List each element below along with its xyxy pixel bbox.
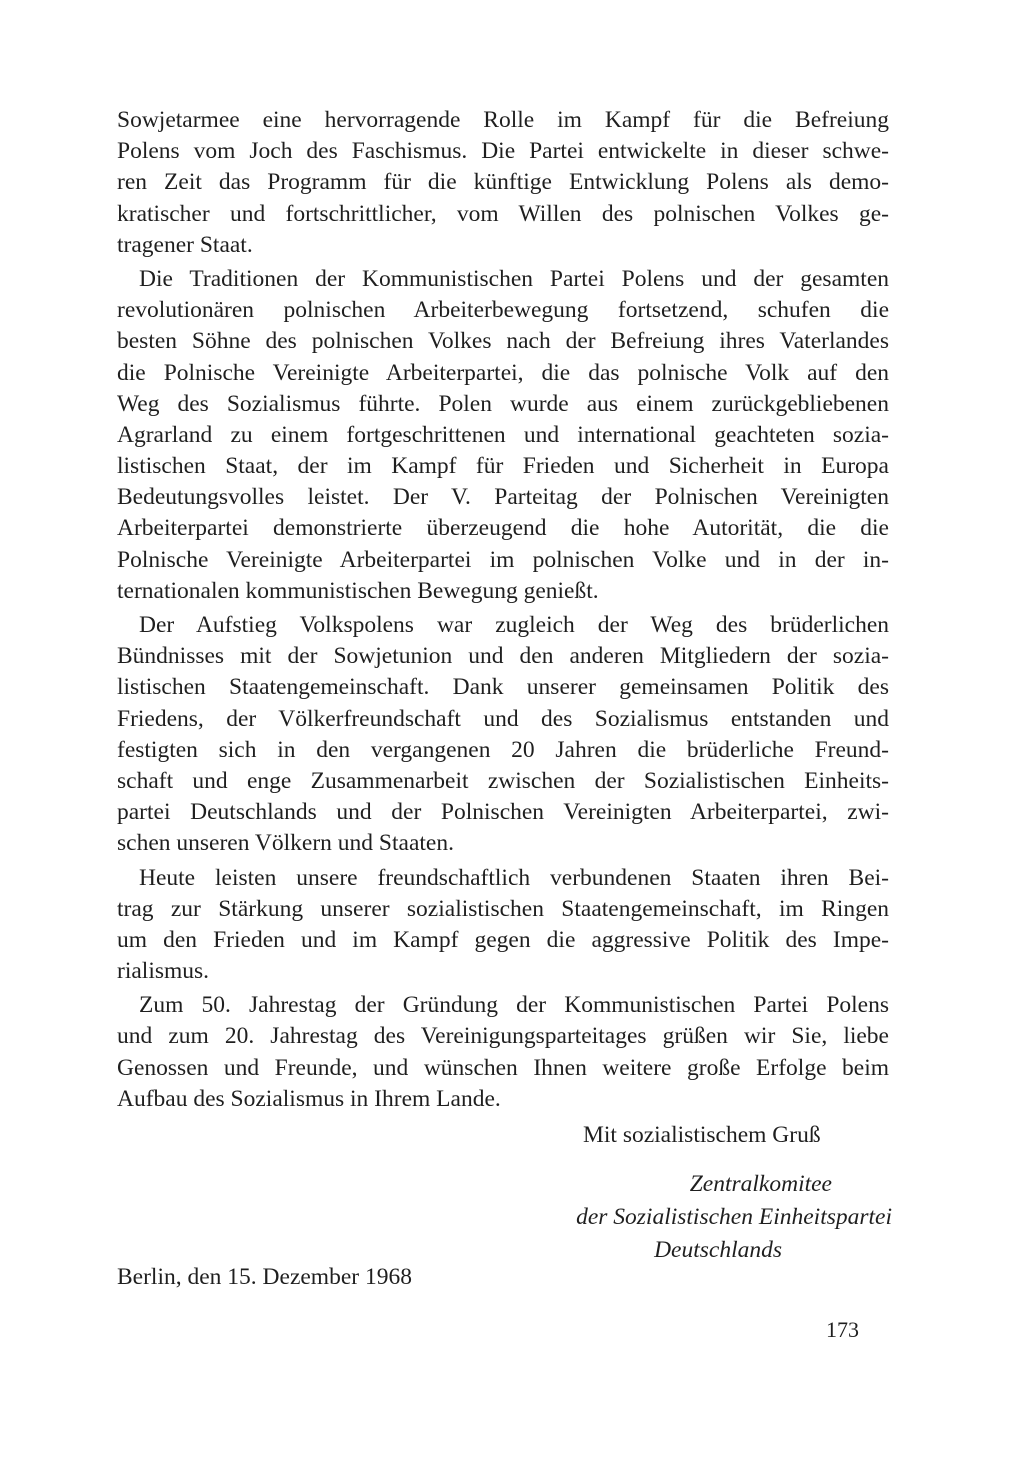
text-line: besten Söhne des polnischen Volkes nach der Befreiung ihres Vaterlandes <box>117 328 889 355</box>
text-line: um den Frieden und im Kampf gegen die aggressive Politik des Impe- <box>117 926 889 953</box>
signature-line: Deutschlands <box>654 1237 782 1263</box>
text-line: Aufbau des Sozialismus in Ihrem Lande. <box>117 1085 501 1112</box>
paragraph <box>117 863 889 988</box>
signature-block <box>520 1168 892 1267</box>
text-line: Die Traditionen der Kommunistischen Partei Polens und der gesamten <box>139 265 889 292</box>
signature-line: Zentralkomitee <box>689 1171 832 1197</box>
page-number: 173 <box>826 1317 859 1342</box>
text-line: Agrarland zu einem fortgeschrittenen und international geachteten sozia- <box>117 421 889 448</box>
text-line: rialismus. <box>117 958 210 985</box>
text-line: Sowjetarmee eine hervorragende Rolle im Kampf für die Befreiung <box>117 107 889 133</box>
text-line: ternationalen kommunistischen Bewegung genießt. <box>117 577 599 604</box>
text-line: trag zur Stärkung unserer sozialistischen Staatengemeinschaft, im Ringen <box>117 895 889 922</box>
text-line: und zum 20. Jahrestag des Vereinigungsparteitages grüßen wir Sie, liebe <box>117 1023 889 1050</box>
text-line: die Polnische Vereinigte Arbeiterpartei, die das polnische Volk auf den <box>117 359 889 386</box>
text-line: Heute leisten unsere freundschaftlich verbundenen Staaten ihren Bei- <box>139 864 889 891</box>
text-line: listischen Staat, der im Kampf für Frieden und Sicherheit in Europa <box>117 453 889 480</box>
text-line: revolutionären polnischen Arbeiterbewegung fortsetzend, schufen die <box>117 297 889 324</box>
paragraph <box>117 105 889 261</box>
text-line: Genossen und Freunde, und wünschen Ihnen weitere große Erfolge beim <box>117 1054 889 1081</box>
text-line: Bündnisses mit der Sowjetunion und den anderen Mitgliedern der sozia- <box>117 643 889 670</box>
text-line: Weg des Sozialismus führte. Polen wurde aus einem zurückgebliebenen <box>117 390 889 417</box>
text-line: Polens vom Joch des Faschismus. Die Partei entwickelte in dieser schwe- <box>117 138 889 165</box>
paragraph <box>117 610 889 860</box>
text-line: tragener Staat. <box>117 231 253 258</box>
text-line: Friedens, der Völkerfreundschaft und des Sozialismus entstanden und <box>117 705 889 732</box>
letter-body <box>117 105 889 1115</box>
text-line: Zum 50. Jahrestag der Gründung der Kommunistischen Partei Polens <box>139 992 889 1019</box>
text-line: schaft und enge Zusammenarbeit zwischen der Sozialistischen Einheits- <box>117 767 889 794</box>
text-line: schen unseren Völkern und Staaten. <box>117 830 454 857</box>
text-line: listischen Staatengemeinschaft. Dank unserer gemeinsamen Politik des <box>117 674 889 701</box>
text-line: Der Aufstieg Volkspolens war zugleich der Weg des brüderlichen <box>139 612 889 638</box>
signature-line: der Sozialistischen Einheitspartei <box>576 1204 892 1230</box>
paragraph <box>117 264 889 607</box>
text-line: partei Deutschlands und der Polnischen Vereinigten Arbeiterpartei, zwi- <box>117 799 889 826</box>
paragraph <box>117 990 889 1115</box>
closing-greeting: Mit sozialistischem Gruß <box>583 1122 821 1148</box>
text-line: Arbeiterpartei demonstrierte überzeugend die hohe Autorität, die die <box>117 515 889 542</box>
text-line: festigten sich in den vergangenen 20 Jahren die brüderliche Freund- <box>117 736 889 763</box>
text-line: Polnische Vereinigte Arbeiterpartei im polnischen Volke und in der in- <box>117 546 889 573</box>
text-line: ren Zeit das Programm für die künftige Entwicklung Polens als demo- <box>117 169 889 196</box>
text-line: Bedeutungsvolles leistet. Der V. Parteitag der Polnischen Vereinigten <box>117 484 889 511</box>
text-line: kratischer und fortschrittlicher, vom Willen des polnischen Volkes ge- <box>117 200 889 227</box>
place-and-date: Berlin, den 15. Dezember 1968 <box>117 1264 412 1290</box>
